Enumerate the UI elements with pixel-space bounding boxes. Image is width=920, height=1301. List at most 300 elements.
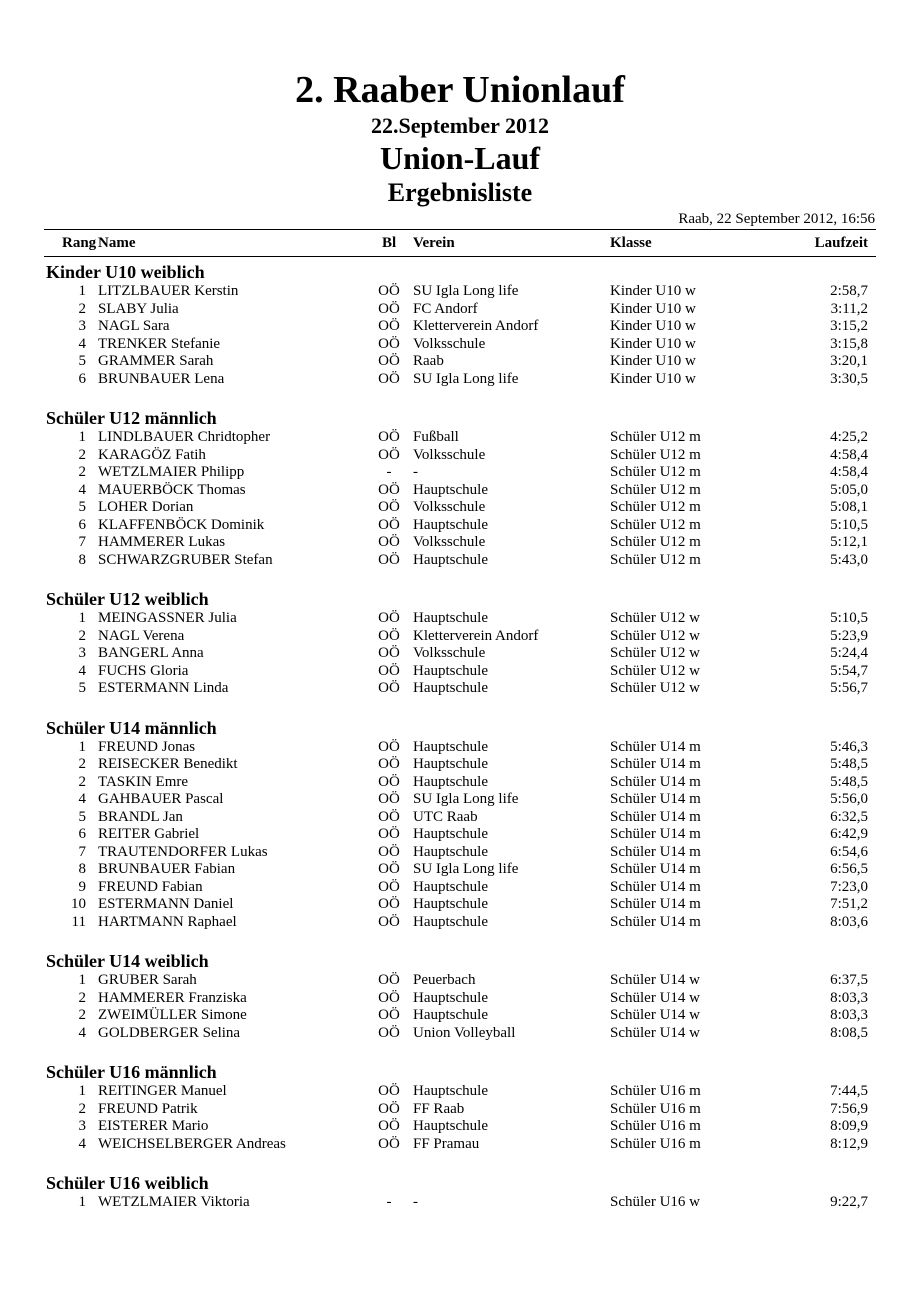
klasse-cell: Schüler U14 m: [610, 808, 701, 825]
table-row: [44, 301, 876, 319]
bl-cell: OÖ: [378, 370, 400, 387]
rank-cell: 3: [78, 645, 86, 661]
name-cell: LITZLBAUER Kerstin: [98, 283, 239, 299]
rank-cell: 1: [78, 283, 86, 299]
table-row: [44, 429, 876, 447]
time-cell: 7:56,9: [830, 1100, 868, 1117]
verein-cell: Raab: [413, 353, 444, 369]
time-cell: 5:12,1: [830, 534, 868, 550]
verein-cell: Hauptschule: [413, 989, 488, 1006]
name-cell: REISECKER Benedikt: [98, 756, 238, 772]
bl-cell: OÖ: [378, 843, 400, 860]
time-cell: 7:51,2: [830, 896, 868, 912]
rank-cell: 1: [78, 972, 86, 988]
name-cell: MAUERBÖCK Thomas: [98, 481, 246, 498]
name-cell: SLABY Julia: [98, 300, 179, 317]
klasse-cell: Schüler U14 m: [610, 896, 701, 912]
verein-cell: Hauptschule: [413, 843, 488, 860]
name-cell: GAHBAUER Pascal: [98, 791, 224, 807]
rank-cell: 8: [78, 551, 86, 568]
bl-cell: OÖ: [378, 429, 400, 445]
event-name: Union-Lauf: [379, 140, 541, 176]
group-title: Schüler U12 weiblich: [46, 589, 209, 609]
klasse-cell: Schüler U16 m: [610, 1118, 701, 1134]
verein-cell: Hauptschule: [413, 773, 488, 790]
name-cell: ZWEIMÜLLER Simone: [98, 1007, 247, 1023]
verein-cell: Hauptschule: [413, 1007, 488, 1023]
rank-cell: 5: [78, 353, 86, 369]
klasse-cell: Schüler U14 m: [610, 826, 701, 842]
time-cell: 8:03,6: [830, 913, 868, 930]
name-cell: FUCHS Gloria: [98, 662, 189, 679]
table-header: [44, 229, 876, 257]
name-cell: GRUBER Sarah: [98, 972, 197, 988]
rank-cell: 1: [78, 1194, 86, 1210]
klasse-cell: Schüler U12 w: [610, 627, 700, 644]
time-cell: 6:37,5: [830, 972, 868, 988]
table-row: [44, 1194, 876, 1212]
col-name: Name: [98, 235, 136, 251]
time-cell: 3:15,8: [830, 335, 868, 352]
rank-cell: 2: [78, 1007, 86, 1023]
bl-cell: OÖ: [378, 534, 400, 550]
bl-cell: -: [386, 464, 392, 480]
bl-cell: OÖ: [378, 516, 400, 533]
table-row: [44, 552, 876, 570]
time-cell: 5:48,5: [830, 773, 868, 790]
bl-cell: OÖ: [378, 972, 400, 988]
bl-cell: OÖ: [378, 1118, 400, 1134]
time-cell: 9:22,7: [830, 1194, 868, 1210]
klasse-cell: Schüler U16 m: [610, 1135, 701, 1152]
name-cell: FREUND Jonas: [98, 738, 196, 755]
table-row: [44, 1083, 876, 1101]
table-row: [44, 353, 876, 371]
klasse-cell: Kinder U10 w: [610, 335, 696, 352]
name-cell: REITINGER Manuel: [98, 1083, 227, 1099]
rank-cell: 10: [71, 896, 86, 912]
table-row: [44, 371, 876, 389]
rank-cell: 4: [78, 791, 86, 807]
table-row: [44, 809, 876, 827]
verein-cell: Volksschule: [413, 645, 486, 661]
name-cell: TRAUTENDORFER Lukas: [98, 843, 268, 860]
klasse-cell: Schüler U12 m: [610, 516, 701, 533]
bl-cell: OÖ: [378, 551, 400, 568]
name-cell: FREUND Fabian: [98, 878, 203, 895]
klasse-cell: Schüler U14 m: [610, 756, 701, 772]
name-cell: GRAMMER Sarah: [98, 353, 214, 369]
klasse-cell: Schüler U12 m: [610, 551, 701, 568]
table-row: [44, 283, 876, 301]
time-cell: 5:10,5: [830, 610, 868, 626]
col-rang: Rang: [62, 235, 97, 251]
table-row: [44, 739, 876, 757]
bl-cell: OÖ: [378, 791, 400, 807]
klasse-cell: Kinder U10 w: [610, 318, 696, 334]
verein-cell: Hauptschule: [413, 878, 488, 895]
klasse-cell: Kinder U10 w: [610, 283, 696, 299]
time-cell: 6:32,5: [830, 808, 868, 825]
klasse-cell: Schüler U12 m: [610, 446, 701, 463]
verein-cell: SU Igla Long life: [413, 791, 519, 807]
klasse-cell: Schüler U14 m: [610, 773, 701, 790]
name-cell: HAMMERER Lukas: [98, 534, 226, 550]
rank-cell: 11: [71, 913, 86, 930]
rank-cell: 8: [78, 861, 86, 877]
table-row: [44, 844, 876, 862]
rank-cell: 7: [78, 843, 86, 860]
rank-cell: 4: [78, 335, 86, 352]
klasse-cell: Schüler U14 m: [610, 913, 701, 930]
group-title: Schüler U16 männlich: [46, 1062, 217, 1082]
rank-cell: 9: [78, 878, 86, 895]
verein-cell: Hauptschule: [413, 1118, 488, 1134]
bl-cell: OÖ: [378, 353, 400, 369]
rank-cell: 5: [78, 499, 86, 515]
bl-cell: OÖ: [378, 283, 400, 299]
verein-cell: Hauptschule: [413, 551, 488, 568]
table-row: [44, 1007, 876, 1025]
rank-cell: 2: [78, 446, 86, 463]
rank-cell: 4: [78, 1135, 86, 1152]
table-row: [44, 826, 876, 844]
verein-cell: Hauptschule: [413, 756, 488, 772]
rank-cell: 1: [78, 610, 86, 626]
name-cell: KLAFFENBÖCK Dominik: [98, 516, 265, 533]
rank-cell: 2: [78, 627, 86, 644]
result-group: [44, 262, 876, 388]
table-row: [44, 336, 876, 354]
table-row: [44, 756, 876, 774]
bl-cell: -: [386, 1194, 392, 1210]
table-row: [44, 990, 876, 1008]
rank-cell: 7: [78, 534, 86, 550]
table-row: [44, 447, 876, 465]
verein-cell: Hauptschule: [413, 913, 488, 930]
time-cell: 5:54,7: [830, 662, 868, 679]
time-cell: 3:15,2: [830, 318, 868, 334]
verein-cell: Hauptschule: [413, 516, 488, 533]
time-cell: 5:48,5: [830, 756, 868, 772]
results-list: [44, 262, 876, 1232]
group-title: Schüler U14 weiblich: [46, 951, 209, 971]
verein-cell: Hauptschule: [413, 1083, 488, 1099]
klasse-cell: Schüler U14 m: [610, 843, 701, 860]
verein-cell: Peuerbach: [413, 972, 476, 988]
list-subtitle: Ergebnisliste: [387, 178, 533, 207]
table-row: [44, 774, 876, 792]
name-cell: KARAGÖZ Fatih: [98, 446, 206, 463]
bl-cell: OÖ: [378, 446, 400, 463]
name-cell: FREUND Patrik: [98, 1100, 198, 1117]
table-row: [44, 464, 876, 482]
bl-cell: OÖ: [378, 1024, 400, 1041]
event-date: 22.September 2012: [370, 113, 550, 138]
verein-cell: -: [413, 1194, 418, 1210]
bl-cell: OÖ: [378, 680, 400, 696]
bl-cell: OÖ: [378, 1007, 400, 1023]
bl-cell: OÖ: [378, 896, 400, 912]
time-cell: 5:10,5: [830, 516, 868, 533]
name-cell: MEINGASSNER Julia: [98, 610, 237, 626]
time-cell: 5:05,0: [830, 481, 868, 498]
klasse-cell: Schüler U14 m: [610, 738, 701, 755]
name-cell: SCHWARZGRUBER Stefan: [98, 551, 273, 568]
rank-cell: 6: [78, 516, 86, 533]
verein-cell: FF Pramau: [413, 1135, 480, 1152]
rank-cell: 4: [78, 1024, 86, 1041]
rank-cell: 1: [78, 429, 86, 445]
name-cell: LOHER Dorian: [98, 499, 194, 515]
group-title: Kinder U10 weiblich: [46, 262, 205, 282]
klasse-cell: Schüler U12 w: [610, 662, 700, 679]
verein-cell: Hauptschule: [413, 610, 488, 626]
table-row: [44, 610, 876, 628]
bl-cell: OÖ: [378, 1083, 400, 1099]
klasse-cell: Schüler U12 m: [610, 429, 701, 445]
klasse-cell: Schüler U12 m: [610, 499, 701, 515]
klasse-cell: Schüler U14 w: [610, 989, 700, 1006]
bl-cell: OÖ: [378, 773, 400, 790]
time-cell: 5:46,3: [830, 738, 868, 755]
name-cell: BANGERL Anna: [98, 645, 204, 661]
klasse-cell: Schüler U14 m: [610, 861, 701, 877]
time-cell: 4:25,2: [830, 429, 868, 445]
verein-cell: Hauptschule: [413, 738, 488, 755]
table-row: [44, 1101, 876, 1119]
verein-cell: Hauptschule: [413, 481, 488, 498]
verein-cell: SU Igla Long life: [413, 283, 519, 299]
verein-cell: Hauptschule: [413, 662, 488, 679]
time-cell: 7:44,5: [830, 1083, 868, 1099]
rank-cell: 2: [78, 300, 86, 317]
verein-cell: FC Andorf: [413, 300, 478, 317]
bl-cell: OÖ: [378, 808, 400, 825]
table-row: [44, 1118, 876, 1136]
verein-cell: Union Volleyball: [413, 1024, 516, 1041]
rank-cell: 1: [78, 738, 86, 755]
verein-cell: SU Igla Long life: [413, 370, 519, 387]
table-row: [44, 972, 876, 990]
table-row: [44, 318, 876, 336]
name-cell: BRANDL Jan: [98, 808, 183, 825]
time-cell: 3:30,5: [830, 370, 868, 387]
time-cell: 6:42,9: [830, 826, 868, 842]
klasse-cell: Schüler U14 w: [610, 1024, 700, 1041]
table-row: [44, 896, 876, 914]
rank-cell: 2: [78, 756, 86, 772]
table-row: [44, 482, 876, 500]
time-cell: 8:03,3: [830, 1007, 868, 1023]
rank-cell: 5: [78, 680, 86, 696]
bl-cell: OÖ: [378, 300, 400, 317]
verein-cell: Hauptschule: [413, 896, 488, 912]
bl-cell: OÖ: [378, 481, 400, 498]
name-cell: GOLDBERGER Selina: [98, 1024, 241, 1041]
time-cell: 5:24,4: [830, 645, 868, 661]
rank-cell: 3: [78, 318, 86, 334]
verein-cell: Hauptschule: [413, 680, 488, 696]
bl-cell: OÖ: [378, 610, 400, 626]
col-laufzeit: Laufzeit: [814, 235, 868, 251]
time-cell: 8:08,5: [830, 1024, 868, 1041]
time-cell: 3:20,1: [830, 353, 868, 369]
verein-cell: -: [413, 464, 418, 480]
verein-cell: SU Igla Long life: [413, 861, 519, 877]
name-cell: WETZLMAIER Philipp: [98, 464, 245, 480]
bl-cell: OÖ: [378, 645, 400, 661]
klasse-cell: Schüler U14 m: [610, 791, 701, 807]
klasse-cell: Schüler U14 w: [610, 972, 700, 988]
group-title: Schüler U12 männlich: [46, 408, 217, 428]
name-cell: TASKIN Emre: [98, 773, 189, 790]
table-row: [44, 534, 876, 552]
col-klasse: Klasse: [610, 235, 652, 251]
bl-cell: OÖ: [378, 662, 400, 679]
name-cell: WEICHSELBERGER Andreas: [98, 1135, 286, 1152]
klasse-cell: Schüler U12 m: [610, 534, 701, 550]
klasse-cell: Kinder U10 w: [610, 353, 696, 369]
time-cell: 8:12,9: [830, 1135, 868, 1152]
klasse-cell: Kinder U10 w: [610, 370, 696, 387]
bl-cell: OÖ: [378, 756, 400, 772]
verein-cell: Volksschule: [413, 534, 486, 550]
table-row: [44, 861, 876, 879]
name-cell: ESTERMANN Linda: [98, 680, 229, 696]
klasse-cell: Schüler U14 w: [610, 1007, 700, 1023]
rank-cell: 2: [78, 989, 86, 1006]
name-cell: NAGL Verena: [98, 627, 185, 644]
bl-cell: OÖ: [378, 913, 400, 930]
table-row: [44, 914, 876, 932]
klasse-cell: Schüler U12 w: [610, 645, 700, 661]
result-group: [44, 408, 876, 569]
klasse-cell: Schüler U12 w: [610, 680, 700, 696]
bl-cell: OÖ: [378, 878, 400, 895]
time-cell: 5:08,1: [830, 499, 868, 515]
name-cell: REITER Gabriel: [98, 826, 200, 842]
result-group: [44, 951, 876, 1042]
table-row: [44, 791, 876, 809]
klasse-cell: Kinder U10 w: [610, 300, 696, 317]
klasse-cell: Schüler U12 m: [610, 481, 701, 498]
bl-cell: OÖ: [378, 1135, 400, 1152]
name-cell: NAGL Sara: [98, 318, 170, 334]
result-group: [44, 1062, 876, 1153]
rank-cell: 6: [78, 370, 86, 387]
time-cell: 5:56,7: [830, 680, 868, 696]
bl-cell: OÖ: [378, 738, 400, 755]
time-cell: 8:03,3: [830, 989, 868, 1006]
name-cell: HAMMERER Franziska: [98, 989, 247, 1006]
result-group: [44, 589, 876, 698]
klasse-cell: Schüler U14 m: [610, 878, 701, 895]
rank-cell: 2: [78, 464, 86, 480]
table-row: [44, 517, 876, 535]
result-group: [44, 718, 876, 932]
verein-cell: Kletterverein Andorf: [413, 318, 539, 334]
result-group: [44, 1173, 876, 1212]
bl-cell: OÖ: [378, 1100, 400, 1117]
verein-cell: Hauptschule: [413, 826, 488, 842]
table-row: [44, 628, 876, 646]
klasse-cell: Schüler U16 m: [610, 1100, 701, 1117]
name-cell: LINDLBAUER Chridtopher: [98, 429, 271, 445]
time-cell: 5:23,9: [830, 627, 868, 644]
group-title: Schüler U14 männlich: [46, 717, 217, 738]
name-cell: EISTERER Mario: [98, 1118, 209, 1134]
table-row: [44, 645, 876, 663]
table-row: [44, 1136, 876, 1154]
rank-cell: 3: [78, 1118, 86, 1134]
page-title: 2. Raaber Unionlauf: [295, 69, 625, 111]
time-cell: 6:56,5: [830, 861, 868, 877]
time-cell: 6:54,6: [830, 843, 868, 860]
verein-cell: Volksschule: [413, 446, 486, 463]
name-cell: HARTMANN Raphael: [98, 913, 237, 930]
rank-cell: 4: [78, 481, 86, 498]
time-cell: 5:43,0: [830, 551, 868, 568]
time-cell: 5:56,0: [830, 791, 868, 807]
bl-cell: OÖ: [378, 627, 400, 644]
klasse-cell: Schüler U16 m: [610, 1083, 701, 1099]
verein-cell: FF Raab: [413, 1100, 465, 1117]
table-row: [44, 663, 876, 681]
time-cell: 8:09,9: [830, 1118, 868, 1134]
time-cell: 7:23,0: [830, 878, 868, 895]
table-row: [44, 499, 876, 517]
time-cell: 3:11,2: [830, 300, 868, 317]
rank-cell: 2: [78, 1100, 86, 1117]
col-verein: Verein: [413, 235, 455, 251]
time-cell: 4:58,4: [830, 446, 868, 463]
table-row: [44, 1025, 876, 1043]
time-cell: 4:58,4: [830, 464, 868, 480]
time-cell: 2:58,7: [830, 283, 868, 299]
name-cell: BRUNBAUER Lena: [98, 370, 225, 387]
rank-cell: 1: [78, 1083, 86, 1099]
rank-cell: 4: [78, 662, 86, 679]
verein-cell: Kletterverein Andorf: [413, 627, 539, 644]
klasse-cell: Schüler U16 w: [610, 1194, 700, 1210]
bl-cell: OÖ: [378, 826, 400, 842]
rank-cell: 6: [78, 826, 86, 842]
bl-cell: OÖ: [378, 989, 400, 1006]
name-cell: BRUNBAUER Fabian: [98, 861, 236, 877]
print-timestamp: Raab, 22 September 2012, 16:56: [678, 211, 875, 227]
name-cell: TRENKER Stefanie: [98, 335, 221, 352]
col-bl: Bl: [382, 235, 397, 251]
verein-cell: Fußball: [413, 429, 459, 445]
name-cell: WETZLMAIER Viktoria: [98, 1194, 250, 1210]
bl-cell: OÖ: [378, 318, 400, 334]
bl-cell: OÖ: [378, 499, 400, 515]
group-title: Schüler U16 weiblich: [46, 1173, 209, 1193]
bl-cell: OÖ: [378, 861, 400, 877]
table-row: [44, 680, 876, 698]
verein-cell: Volksschule: [413, 499, 486, 515]
table-row: [44, 879, 876, 897]
rank-cell: 5: [78, 808, 86, 825]
name-cell: ESTERMANN Daniel: [98, 896, 234, 912]
bl-cell: OÖ: [378, 335, 400, 352]
klasse-cell: Schüler U12 m: [610, 464, 701, 480]
klasse-cell: Schüler U12 w: [610, 610, 700, 626]
verein-cell: Volksschule: [413, 335, 486, 352]
verein-cell: UTC Raab: [413, 808, 478, 825]
rank-cell: 2: [78, 773, 86, 790]
